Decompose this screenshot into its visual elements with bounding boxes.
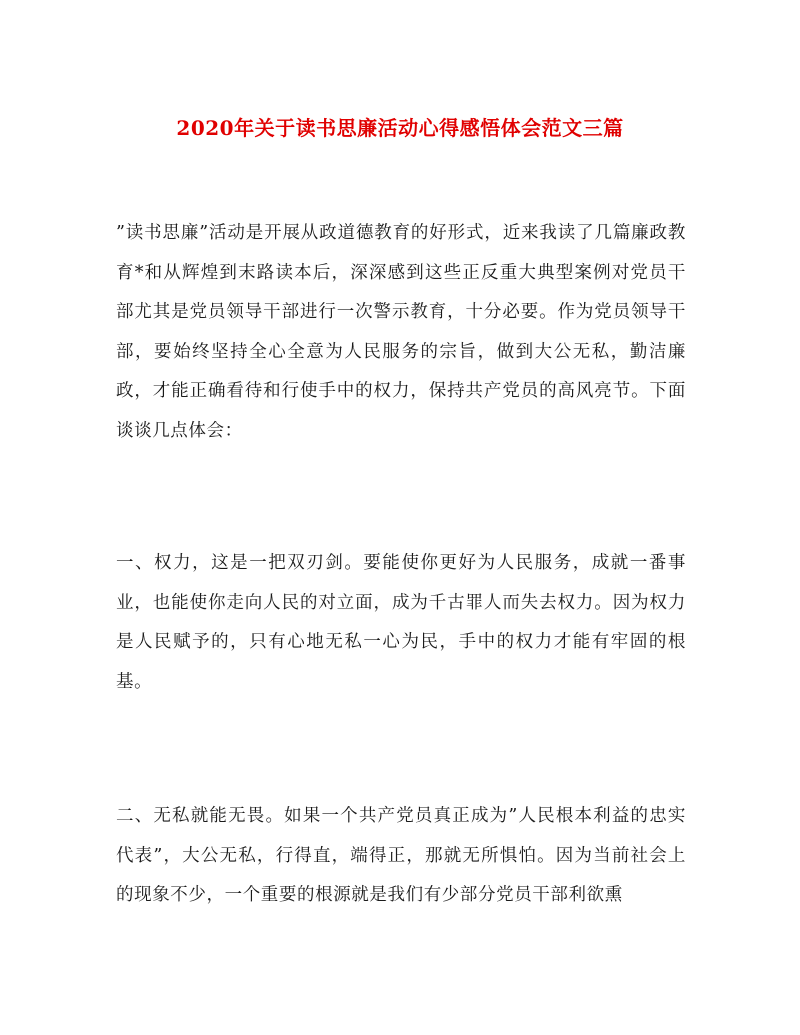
document-title: 2020年关于读书思廉活动心得感悟体会范文三篇 bbox=[176, 116, 624, 140]
paragraph-intro: ”读书思廉”活动是开展从政道德教育的好形式，近来我读了几篇廉政教育*和从辉煌到末路读本后，深深感到这些正反重大典型案例对党员干部尤其是党员领导干部进行一次警示教育，十分必要。作为党员领导干部，要始终坚持全心全意为人民服务的宗旨，做到大公无私，勤洁廉政，才能正确看待和行使手中的权力，保持共产党员的高风亮节。下面谈谈几点体会： bbox=[116, 223, 686, 441]
paragraph-point-two: 二、无私就能无畏。如果一个共产党员真正成为”人民根本利益的忠实代表”，大公无私，行得直，端得正，那就无所惧怕。因为当前社会上的现象不少，一个重要的根源就是我们有少部分党员干部利欲熏 bbox=[116, 806, 686, 905]
paragraph-point-one: 一、权力，这是一把双刃剑。要能使你更好为人民服务，成就一番事业，也能使你走向人民的对立面，成为千古罪人而失去权力。因为权力是人民赋予的，只有心地无私一心为民，手中的权力才能有牢固的根基。 bbox=[116, 553, 686, 692]
